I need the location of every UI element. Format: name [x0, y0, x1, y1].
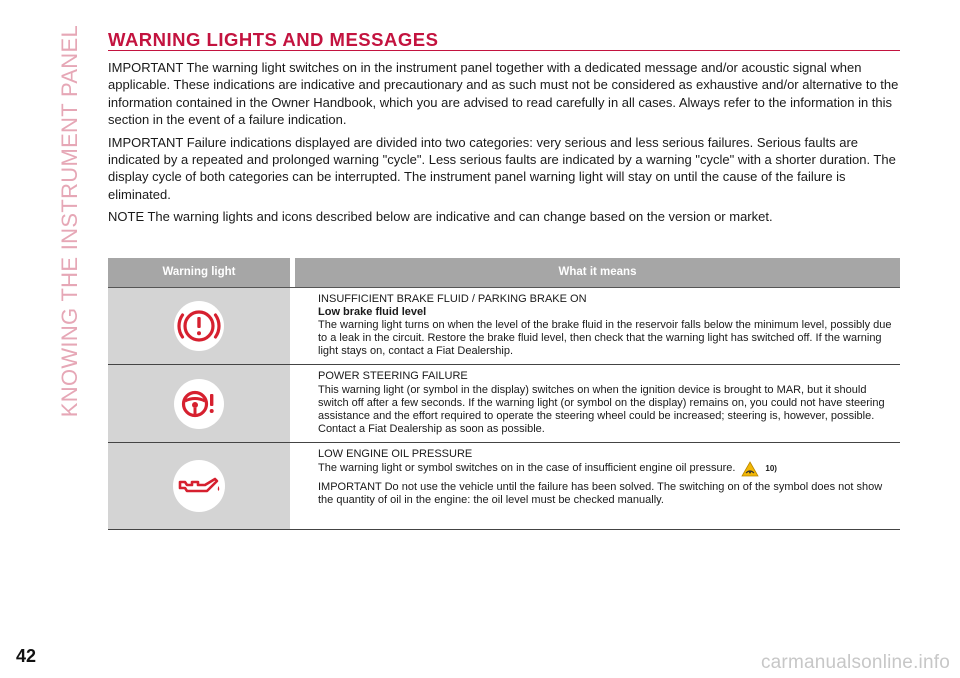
watermark: carmanualsonline.info [760, 652, 950, 673]
description-cell [295, 365, 900, 442]
row-note: IMPORTANT Do not use the vehicle until the failure has been solved. The switching on of the symbol does not show the quantity of oil in the engine: the oil level must be checked manually. [318, 481, 883, 507]
warning-lights-table [108, 258, 900, 530]
row-text: The warning light turns on when the level of the brake fluid in the reservoir falls below the minimum level, possibly due to a leak in the circuit. Restore the brake fluid level, then check that the warning light has switched off. If the warning light stays on, contact a Fiat Dealership. [318, 319, 892, 358]
table-row [108, 365, 900, 442]
paragraph-important-2: IMPORTANT Failure indications displayed are divided into two categories: very serious and less serious failures. Serious faults are indicated by a repeated and prolonged warning "cycle". Less serious faults are indicated by a warning "cycle" with a shorter duration. The display cycle of both categories can be interrupted. The instrument panel warning light will stay on until the cause of the failure is eliminated. [108, 134, 896, 202]
table-header-row [108, 258, 900, 288]
header-warning-light: Warning light [108, 258, 290, 288]
paragraph-note: NOTE The warning lights and icons described below are indicative and can change based on the version or market. [108, 209, 773, 225]
power-steering-failure-icon [172, 377, 226, 431]
paragraph-important-1: IMPORTANT The warning light switches on in the instrument panel together with a dedicated message and/or acoustic signal when applicable. These indications are indicative and precautionary and as such must not be considered as exhaustive and/or alternative to the information contained in the Owner Handbook, which you are advised to read carefully in all cases. Always refer to the information in this section in the event of a failure indication. [108, 60, 899, 128]
page-number: 42 [16, 646, 37, 666]
reference-mark: 10) [765, 464, 777, 474]
side-chapter-title [57, 25, 82, 418]
caution-triangle-icon [741, 461, 759, 477]
table-row [108, 442, 900, 529]
table-row [108, 288, 900, 365]
header-what-it-means: What it means [295, 258, 900, 288]
description-cell [295, 442, 900, 529]
row-text-line [318, 461, 896, 477]
row-text: The warning light or symbol switches on in the case of insufficient engine oil pressure. [318, 462, 736, 475]
oil-pressure-icon [171, 458, 227, 514]
row-title: INSUFFICIENT BRAKE FLUID / PARKING BRAKE ON [318, 293, 587, 305]
icon-cell [108, 365, 290, 442]
icon-cell [108, 288, 290, 365]
description-cell [295, 288, 900, 365]
section-title: WARNING LIGHTS AND MESSAGES [108, 30, 900, 51]
row-subtitle: Low brake fluid level [318, 306, 427, 319]
brake-fluid-warning-icon [172, 299, 226, 353]
main-content [108, 30, 900, 226]
row-text: This warning light (or symbol in the display) switches on when the ignition device is brought to MAR, but it should switch off after a few seconds. If the warning light (or symbol on the display) remains on, you could not have steering assistance and the effort required to operate the steering wheel could be increased; steering is, however, possible. Contact a Fiat Dealership as soon as possible. [318, 383, 885, 435]
row-title: POWER STEERING FAILURE [318, 370, 468, 383]
side-chapter-title-text: KNOWING THE INSTRUMENT PANEL [57, 25, 82, 418]
row-title: LOW ENGINE OIL PRESSURE [318, 447, 473, 460]
icon-cell [108, 442, 290, 529]
